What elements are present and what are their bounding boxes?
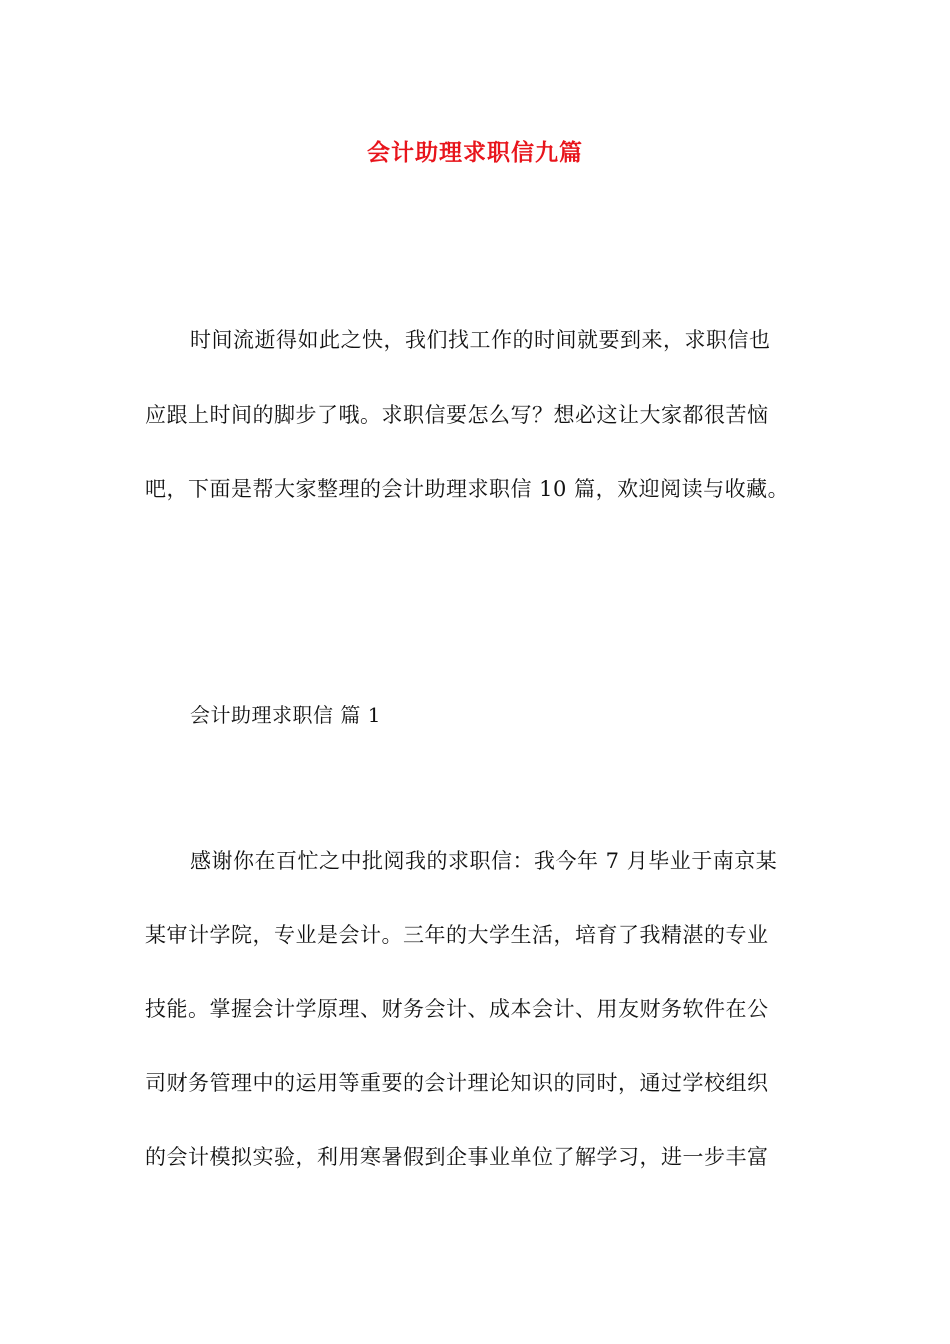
intro-line: 应跟上时间的脚步了哦。求职信要怎么写？想必这让大家都很苦恼	[145, 403, 769, 427]
body-line: 司财务管理中的运用等重要的会计理论知识的同时，通过学校组织	[145, 1071, 769, 1095]
body-line: 某审计学院，专业是会计。三年的大学生活，培育了我精湛的专业	[145, 923, 769, 947]
intro-line: 时间流逝得如此之快，我们找工作的时间就要到来，求职信也	[190, 328, 771, 352]
body-line: 感谢你在百忙之中批阅我的求职信：我今年 7 月毕业于南京某	[190, 849, 778, 873]
body-line: 的会计模拟实验，利用寒暑假到企事业单位了解学习，进一步丰富	[145, 1145, 769, 1169]
section-heading: 会计助理求职信 篇 1	[190, 703, 381, 727]
body-line: 技能。掌握会计学原理、财务会计、成本会计、用友财务软件在公	[145, 997, 769, 1021]
document-title: 会计助理求职信九篇	[367, 139, 583, 166]
intro-line: 吧，下面是帮大家整理的会计助理求职信 10 篇，欢迎阅读与收藏。	[145, 477, 790, 501]
